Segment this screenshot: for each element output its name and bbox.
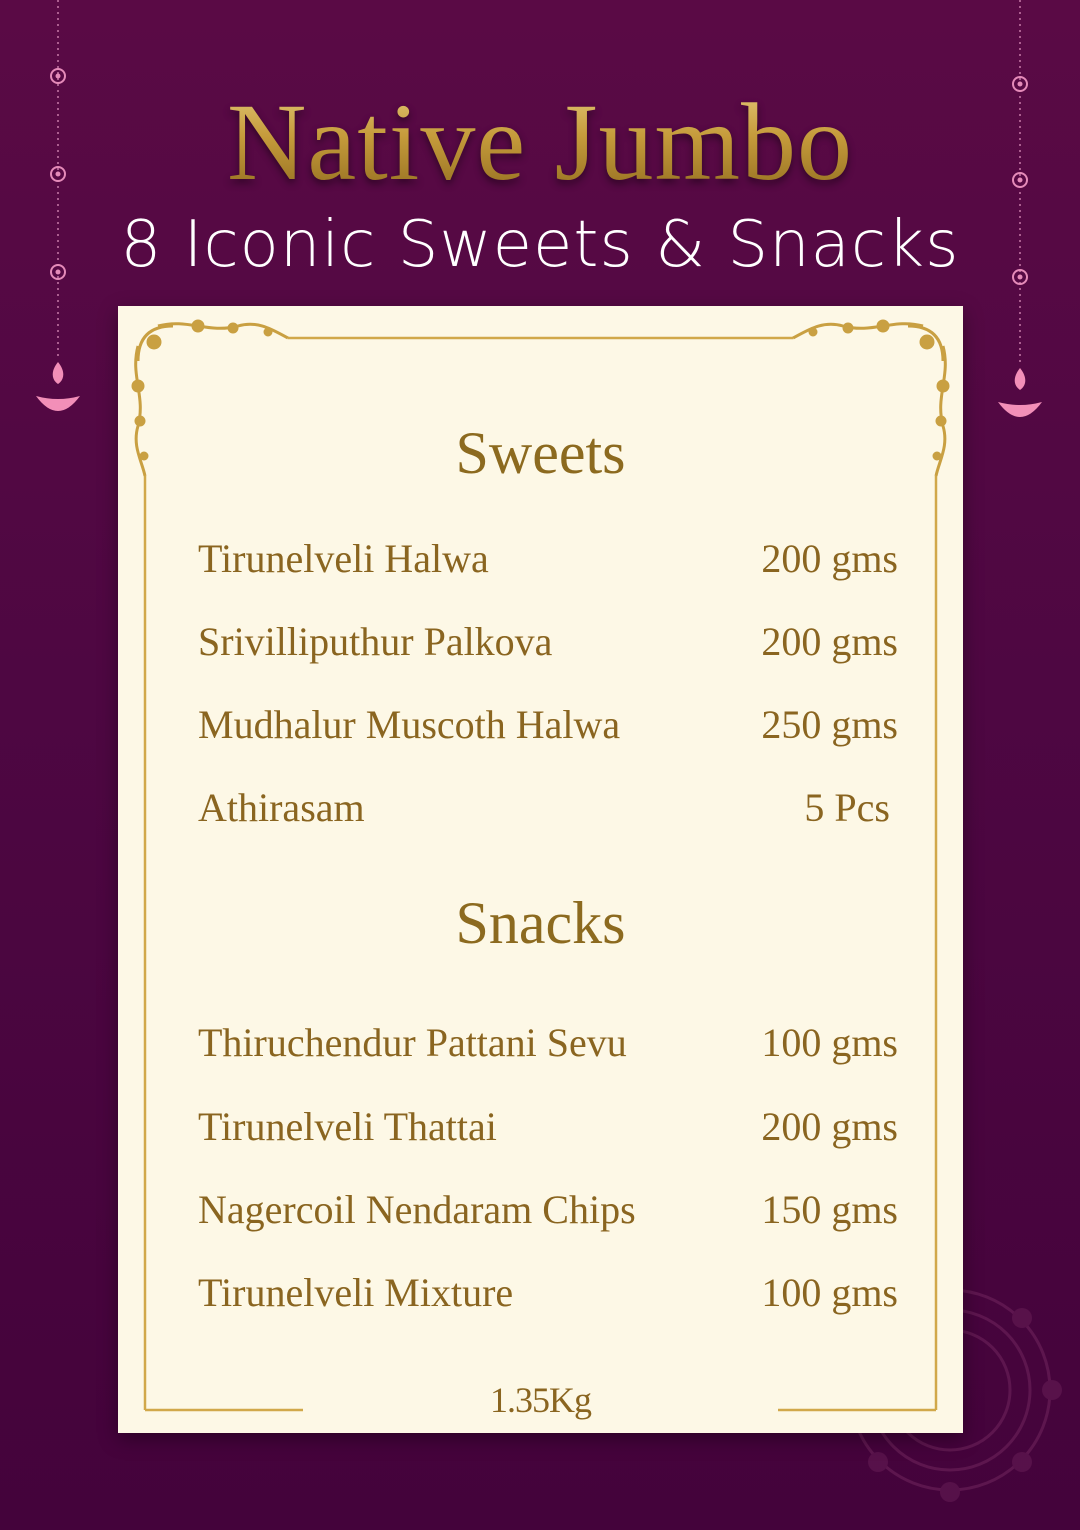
item-qty: 100 gms — [761, 1270, 898, 1315]
hanging-lamp-icon — [990, 0, 1050, 440]
item-qty: 150 gms — [761, 1187, 898, 1232]
item-name: Tirunelveli Halwa — [198, 536, 489, 581]
item-name: Thiruchendur Pattani Sevu — [198, 1020, 627, 1065]
list-item — [198, 1102, 898, 1152]
item-name: Athirasam — [198, 785, 365, 830]
hanging-lamp-icon — [28, 0, 88, 440]
item-name: Nagercoil Nendaram Chips — [198, 1187, 636, 1232]
total-weight: 1.35Kg — [490, 1380, 591, 1420]
item-qty: 100 gms — [761, 1020, 898, 1065]
item-qty: 200 gms — [761, 536, 898, 581]
list-item — [198, 534, 898, 584]
list-item — [198, 783, 898, 833]
list-item — [198, 617, 898, 667]
list-item — [198, 1018, 898, 1068]
page-title: Native Jumbo — [0, 82, 1080, 202]
item-name: Tirunelveli Thattai — [198, 1104, 497, 1149]
menu-card — [118, 306, 963, 1433]
item-name: Mudhalur Muscoth Halwa — [198, 702, 621, 747]
section-title-sweets: Sweets — [455, 420, 626, 486]
item-qty: 250 gms — [761, 702, 898, 747]
header — [0, 0, 1080, 300]
section-title-snacks: Snacks — [455, 890, 626, 956]
item-qty: 200 gms — [761, 619, 898, 664]
item-qty: 200 gms — [761, 1104, 898, 1149]
list-item — [198, 700, 898, 750]
page-subtitle: 8 Iconic Sweets & Snacks — [120, 208, 960, 282]
list-item — [198, 1185, 898, 1235]
item-qty: 5 Pcs — [804, 785, 890, 830]
item-name: Tirunelveli Mixture — [198, 1270, 514, 1315]
list-item — [198, 1268, 898, 1318]
item-name: Srivilliputhur Palkova — [198, 619, 553, 664]
